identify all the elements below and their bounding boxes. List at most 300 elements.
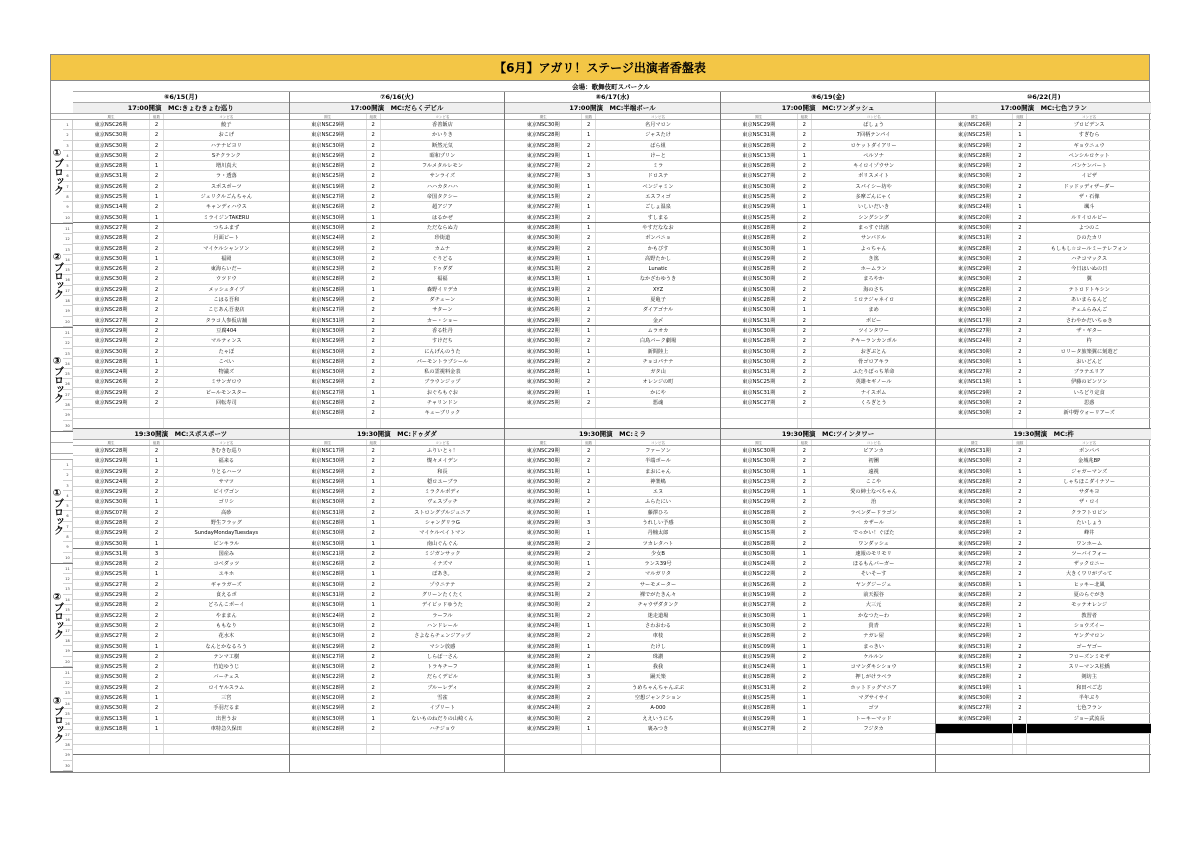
cell-group: 東京NSC25期 <box>936 192 1013 201</box>
cell-count: 2 <box>798 631 812 640</box>
cell-group: 東京NSC24期 <box>936 336 1013 345</box>
table-row <box>505 285 720 295</box>
table-row <box>290 724 505 734</box>
table-row <box>290 446 505 456</box>
cell-group: 東京NSC30期 <box>505 336 582 345</box>
table-row <box>505 642 720 652</box>
day-column <box>73 92 289 772</box>
cell-combi: くろぎとう <box>860 400 887 407</box>
block-group <box>51 224 73 328</box>
cell-group: 東京NSC31期 <box>290 508 367 517</box>
cell-group: 東京NSC30期 <box>290 497 367 506</box>
cell-combi: さわおわる <box>645 622 671 629</box>
cell-group: 東京NSC30期 <box>721 467 798 476</box>
table-row <box>290 642 505 652</box>
cell-count: 2 <box>582 233 596 242</box>
show-header: 17:00開演 MC:きょむきょむ巡り <box>73 103 289 114</box>
cell-combi: ギャラガーズ <box>210 581 242 588</box>
cell-count <box>798 419 812 428</box>
cell-group: 東京NSC29期 <box>505 549 582 558</box>
cell-group: 東京NSC26期 <box>73 264 150 273</box>
header-count: 組数 <box>367 440 381 445</box>
table-row <box>505 549 720 559</box>
cell-group: 東京NSC31期 <box>505 264 582 273</box>
cell-group: 東京NSC27期 <box>721 171 798 180</box>
row-number: 8 <box>63 532 72 542</box>
cell-combi: ジョー武流長 <box>1073 715 1105 722</box>
table-row <box>290 398 505 408</box>
block-group <box>51 120 73 224</box>
cell-group: 東京NSC31期 <box>73 171 150 180</box>
cell-count: 2 <box>367 497 381 506</box>
row-number: 12 <box>63 574 72 584</box>
row-number: 16 <box>63 615 72 625</box>
cell-group: 東京NSC28期 <box>936 569 1013 578</box>
table-row <box>505 377 720 387</box>
cell-group: 東京NSC17期 <box>290 446 367 455</box>
cell-count: 2 <box>150 508 164 517</box>
cell-group: 東京NSC09期 <box>721 642 798 651</box>
cell-group: 東京NSC28期 <box>73 244 150 253</box>
table-row <box>73 357 289 367</box>
day-date: ⑦6/16(火) <box>290 92 505 103</box>
cell-combi: 少女B <box>651 550 665 557</box>
cell-group: 東京NSC30期 <box>73 347 150 356</box>
table-row <box>505 621 720 631</box>
cell-combi: 夏のらぐがき <box>1073 592 1105 599</box>
cell-group: 東京NSC24期 <box>290 233 367 242</box>
cell-count: 2 <box>798 388 812 397</box>
cell-count: 2 <box>798 161 812 170</box>
table-row <box>290 223 505 233</box>
row-numbers <box>63 460 73 563</box>
cell-count: 2 <box>367 305 381 314</box>
cell-count: 2 <box>582 652 596 661</box>
cell-combi: ツカレタハト <box>642 540 674 547</box>
row-gutter <box>51 92 73 772</box>
cell-combi: しゃちほこダイナソー <box>1063 478 1116 485</box>
table-row <box>73 600 289 610</box>
cell-count: 1 <box>798 202 812 211</box>
cell-combi: オレンジの町 <box>642 379 674 386</box>
cell-group: 東京NSC28期 <box>290 408 367 417</box>
table-row <box>505 171 720 181</box>
cell-combi: どろんこボーイ <box>208 602 245 609</box>
cell-count: 2 <box>1013 456 1027 465</box>
cell-combi: メッシュタイプ <box>208 286 245 293</box>
cell-count: 2 <box>1013 316 1027 325</box>
table-row <box>721 559 936 569</box>
table-row <box>290 467 505 477</box>
cell-group <box>73 408 150 417</box>
cell-group <box>73 745 150 754</box>
cell-group: 東京NSC22期 <box>936 621 1013 630</box>
cell-group: 東京NSC30期 <box>290 631 367 640</box>
row-number: 29 <box>63 750 72 760</box>
table-row <box>290 528 505 538</box>
cell-group: 東京NSC28期 <box>73 305 150 314</box>
cell-count: 2 <box>798 672 812 681</box>
cell-group: 東京NSC28期 <box>936 518 1013 527</box>
cell-count: 2 <box>150 672 164 681</box>
cell-count: 2 <box>1013 549 1027 558</box>
row-number: 24 <box>63 699 72 709</box>
cell-group: 東京NSC30期 <box>73 274 150 283</box>
cell-combi: チキーランカンボル <box>850 338 897 345</box>
table-row <box>721 518 936 528</box>
table-row <box>936 714 1151 724</box>
cell-group: 東京NSC30期 <box>721 621 798 630</box>
cell-group: 東京NSC27期 <box>505 202 582 211</box>
day-date: ⑧6/17(水) <box>505 92 720 103</box>
cell-group: 東京NSC30期 <box>721 357 798 366</box>
cell-combi: 和長 <box>437 468 448 475</box>
cell-group: 東京NSC13期 <box>936 377 1013 386</box>
cell-count: 2 <box>150 580 164 589</box>
cell-combi: サンバドル <box>860 235 887 242</box>
table-row <box>936 672 1151 682</box>
table-row <box>505 683 720 693</box>
table-row <box>505 600 720 610</box>
table-row <box>936 336 1151 346</box>
cell-combi: 多摩ごんにゃく <box>855 194 892 201</box>
header-combi: コンビ名 <box>866 440 881 445</box>
table-row <box>936 528 1151 538</box>
cell-group: 東京NSC28期 <box>290 724 367 733</box>
table-row <box>721 357 936 367</box>
cell-count: 1 <box>150 724 164 733</box>
row-number: 9 <box>63 542 72 552</box>
cell-combi: ないものねだりの山崎くん <box>411 715 474 722</box>
table-row <box>73 347 289 357</box>
cell-combi: いろどり定食 <box>1073 389 1105 396</box>
table-row <box>936 120 1151 130</box>
cell-group: 東京NSC31期 <box>73 549 150 558</box>
cell-group: 東京NSC30期 <box>73 642 150 651</box>
cell-count <box>367 734 381 743</box>
cell-group: 東京NSC30期 <box>721 274 798 283</box>
cell-combi: ストロングブルジュニア <box>414 509 471 516</box>
cell-group: 東京NSC29期 <box>290 130 367 139</box>
cell-count: 2 <box>367 367 381 376</box>
cell-count: 2 <box>367 662 381 671</box>
cell-count: 2 <box>367 456 381 465</box>
cell-combi: ツーバイフォー <box>1071 550 1107 557</box>
cell-combi: 速報のモリモリ <box>855 550 892 557</box>
cell-group: 東京NSC29期 <box>936 714 1013 723</box>
cell-count: 2 <box>582 377 596 386</box>
cell-count: 1 <box>582 130 596 139</box>
cell-combi: 高砂 <box>221 509 232 516</box>
table-row <box>721 590 936 600</box>
cell-group <box>936 419 1013 428</box>
row-number: 22 <box>63 678 72 688</box>
cell-group: 東京NSC27期 <box>290 192 367 201</box>
header-count: 組数 <box>798 440 812 445</box>
cell-combi: ワンダッシュ <box>858 540 889 547</box>
cell-combi: トラキチーフ <box>426 664 458 671</box>
cell-combi: ヴェスプッチ <box>427 499 458 506</box>
cell-count: 2 <box>1013 192 1027 201</box>
cell-count: 2 <box>367 347 381 356</box>
cell-count: 2 <box>582 456 596 465</box>
cell-count: 2 <box>150 528 164 537</box>
row-number: 8 <box>63 192 72 202</box>
show-header: 19:30開演 MC:スポスポーツ <box>73 429 289 440</box>
cell-combi: ふりいとぅ！ <box>426 447 458 454</box>
day-date: ⑩6/22(月) <box>936 92 1151 103</box>
table-row <box>936 693 1151 703</box>
cell-count: 2 <box>1013 539 1027 548</box>
cell-combi: A-000 <box>650 705 666 712</box>
cell-group: 東京NSC25期 <box>505 398 582 407</box>
cell-count <box>582 408 596 417</box>
cell-group: 東京NSC22期 <box>721 569 798 578</box>
cell-group: 東京NSC25期 <box>73 569 150 578</box>
cell-group: 東京NSC30期 <box>290 528 367 537</box>
cell-count <box>150 419 164 428</box>
table-row <box>290 419 505 429</box>
cell-combi: ミラ <box>652 163 664 170</box>
table-row <box>721 631 936 641</box>
table-row <box>936 233 1151 243</box>
row-numbers <box>63 668 73 771</box>
table-row <box>290 580 505 590</box>
cell-count: 2 <box>150 151 164 160</box>
table-row <box>721 347 936 357</box>
cell-combi: チャリンドン <box>426 400 458 407</box>
cell-combi: タラコ人参仮店舗 <box>205 317 248 324</box>
cell-group: 東京NSC27期 <box>721 398 798 407</box>
cell-combi: ピイヴゴン <box>213 489 240 496</box>
cell-group: 東京NSC27期 <box>721 600 798 609</box>
cell-combi: テトロドトキシン <box>1068 286 1110 293</box>
show-header: 17:00開演 MC:だらくデビル <box>290 103 505 114</box>
table-row <box>505 264 720 274</box>
cell-group: 東京NSC28期 <box>505 631 582 640</box>
cell-group: 東京NSC30期 <box>936 357 1013 366</box>
table-row <box>73 326 289 336</box>
table-row <box>505 672 720 682</box>
cell-count: 2 <box>150 377 164 386</box>
table-row <box>73 621 289 631</box>
cell-count <box>1013 419 1027 428</box>
cell-group: 東京NSC31期 <box>505 672 582 681</box>
cell-count: 1 <box>150 213 164 222</box>
table-row <box>505 223 720 233</box>
table-row <box>290 264 505 274</box>
cell-combi: ブロビデンス <box>1073 122 1105 128</box>
cell-group: 東京NSC25期 <box>721 192 798 201</box>
cell-combi: 金城兆BP <box>1078 458 1101 465</box>
table-row <box>936 398 1151 408</box>
show-header: 19:30開演 MC:杵 <box>936 429 1151 440</box>
cell-combi: ブラテエリア <box>1073 369 1105 376</box>
table-row <box>290 487 505 497</box>
cell-combi: ほるもんバーガー <box>852 561 895 568</box>
cell-group: 東京NSC30期 <box>290 662 367 671</box>
cell-group: 東京NSC28期 <box>721 264 798 273</box>
gutter-spacer <box>51 443 73 454</box>
cell-count: 1 <box>150 497 164 506</box>
cell-combi <box>596 408 720 417</box>
cell-combi: 野生フラッグ <box>210 519 242 526</box>
cell-count: 1 <box>1013 518 1027 527</box>
cell-group: 東京NSC25期 <box>936 130 1013 139</box>
cell-combi: 遠視 <box>868 468 879 475</box>
cell-count: 1 <box>582 508 596 517</box>
cell-count: 2 <box>798 600 812 609</box>
cell-count: 2 <box>1013 398 1027 407</box>
cell-count: 2 <box>798 398 812 407</box>
header-combi: コンビ名 <box>650 115 665 119</box>
cell-count: 2 <box>798 456 812 465</box>
table-row <box>721 528 936 538</box>
cell-group <box>936 734 1013 743</box>
cell-combi <box>812 734 936 743</box>
cell-count: 1 <box>582 528 596 537</box>
table-row <box>936 244 1151 254</box>
table-row <box>505 497 720 507</box>
cell-combi: たゃぽ <box>218 348 235 355</box>
cell-combi: ゾウニテテ <box>429 581 456 588</box>
table-row <box>73 171 289 181</box>
cell-group: 東京NSC31期 <box>721 683 798 692</box>
day-column <box>289 92 505 772</box>
cell-group: 東京NSC13期 <box>721 151 798 160</box>
row-numbers <box>63 224 73 327</box>
cell-combi: フローズンミモザ <box>1068 653 1110 660</box>
cell-combi: 七色フラン <box>1076 705 1103 712</box>
cell-count: 1 <box>1013 621 1027 630</box>
table-row <box>73 223 289 233</box>
cell-count: 2 <box>150 316 164 325</box>
cell-count: 1 <box>1013 202 1027 211</box>
cell-combi: ボンバニョ <box>645 235 671 242</box>
cell-combi: だらくデビル <box>426 674 458 681</box>
cell-count: 2 <box>582 285 596 294</box>
cell-group: 東京NSC29期 <box>290 244 367 253</box>
table-row <box>721 539 936 549</box>
cell-count <box>1013 724 1027 733</box>
cell-count: 2 <box>150 621 164 630</box>
cell-group: 東京NSC30期 <box>290 141 367 150</box>
cell-group: 東京NSC30期 <box>505 120 582 129</box>
table-row <box>505 367 720 377</box>
cell-group: 東京NSC27期 <box>721 724 798 733</box>
cell-count: 2 <box>798 377 812 386</box>
cell-combi: シャングリラG <box>424 519 460 526</box>
cell-count: 2 <box>798 683 812 692</box>
cell-combi: 悪魂 <box>652 400 664 407</box>
table-row <box>73 305 289 315</box>
cell-count: 1 <box>582 295 596 304</box>
table-row <box>73 477 289 487</box>
cell-combi: もしもし☆コールミーテレフォン <box>1050 245 1128 252</box>
cell-group: 東京NSC29期 <box>73 590 150 599</box>
table-row <box>936 580 1151 590</box>
cell-combi: ウツドウ <box>215 276 237 283</box>
cell-count: 1 <box>1013 467 1027 476</box>
header-combi: コンビ名 <box>1082 440 1097 445</box>
table-row <box>505 408 720 418</box>
cell-group: 東京NSC30期 <box>290 254 367 263</box>
cell-group: 東京NSC30期 <box>936 693 1013 702</box>
table-row <box>721 151 936 161</box>
cell-combi: ロイヤルスラム <box>208 684 245 691</box>
cell-combi: Lunatic <box>648 266 668 273</box>
row-number: 17 <box>63 626 72 636</box>
table-row <box>290 745 505 755</box>
header-combi: コンビ名 <box>219 115 234 119</box>
table-row <box>936 497 1151 507</box>
cell-combi: 東海らいだー <box>210 266 242 273</box>
cell-combi: ミライジンTAKERU <box>203 214 250 221</box>
cell-count: 2 <box>150 398 164 407</box>
cell-combi: ひのたカリ <box>1076 235 1103 242</box>
cell-combi: やままん <box>215 612 237 619</box>
table-row <box>505 326 720 336</box>
table-row <box>505 539 720 549</box>
cell-combi: ヤングジージェ <box>855 581 892 588</box>
cell-group: 東京NSC21期 <box>290 549 367 558</box>
venue-label: 会場：歌舞伎町スパークル <box>73 81 1149 92</box>
cell-combi <box>164 745 289 754</box>
cell-count: 1 <box>582 254 596 263</box>
cell-combi: 半端ボール <box>645 458 671 465</box>
cell-group: 東京NSC24期 <box>73 477 150 486</box>
cell-group <box>505 408 582 417</box>
table-row <box>290 202 505 212</box>
cell-count: 1 <box>798 693 812 702</box>
cell-count: 2 <box>367 652 381 661</box>
cell-group: 東京NSC28期 <box>721 233 798 242</box>
cell-group: 東京NSC29期 <box>721 202 798 211</box>
cell-count: 2 <box>798 316 812 325</box>
cell-group: 東京NSC28期 <box>936 285 1013 294</box>
cell-group: 東京NSC29期 <box>290 120 367 129</box>
cell-count: 1 <box>582 487 596 496</box>
table-row <box>505 202 720 212</box>
header-count: 組数 <box>582 440 596 445</box>
cell-count: 2 <box>1013 569 1027 578</box>
table-row <box>505 652 720 662</box>
block-label: ③ブロック <box>51 696 63 743</box>
cell-combi: つちふまず <box>213 224 240 231</box>
cell-group: 東京NSC28期 <box>290 398 367 407</box>
cell-count: 2 <box>1013 141 1027 150</box>
row-number: 6 <box>63 171 72 181</box>
cell-group: 東京NSC31期 <box>290 316 367 325</box>
cell-group: 東京NSC29期 <box>721 120 798 129</box>
cell-group: 東京NSC30期 <box>721 285 798 294</box>
table-row <box>936 508 1151 518</box>
cell-combi: 高野たかし <box>645 255 671 262</box>
cell-combi: ゴリシ <box>218 499 235 506</box>
table-row <box>73 254 289 264</box>
cell-count: 2 <box>582 477 596 486</box>
cell-combi: 物議ズ <box>218 369 235 376</box>
cell-combi: SundayMondayTuesdays <box>194 530 259 537</box>
cell-group: 東京NSC28期 <box>936 600 1013 609</box>
header-count: 組数 <box>582 114 596 119</box>
cell-combi: さわやかだいちゅき <box>1065 317 1113 324</box>
table-row <box>936 724 1151 734</box>
header-combi: コンビ名 <box>219 440 234 445</box>
cell-group: 東京NSC26期 <box>73 693 150 702</box>
cell-count: 2 <box>367 254 381 263</box>
cell-count: 2 <box>1013 233 1027 242</box>
